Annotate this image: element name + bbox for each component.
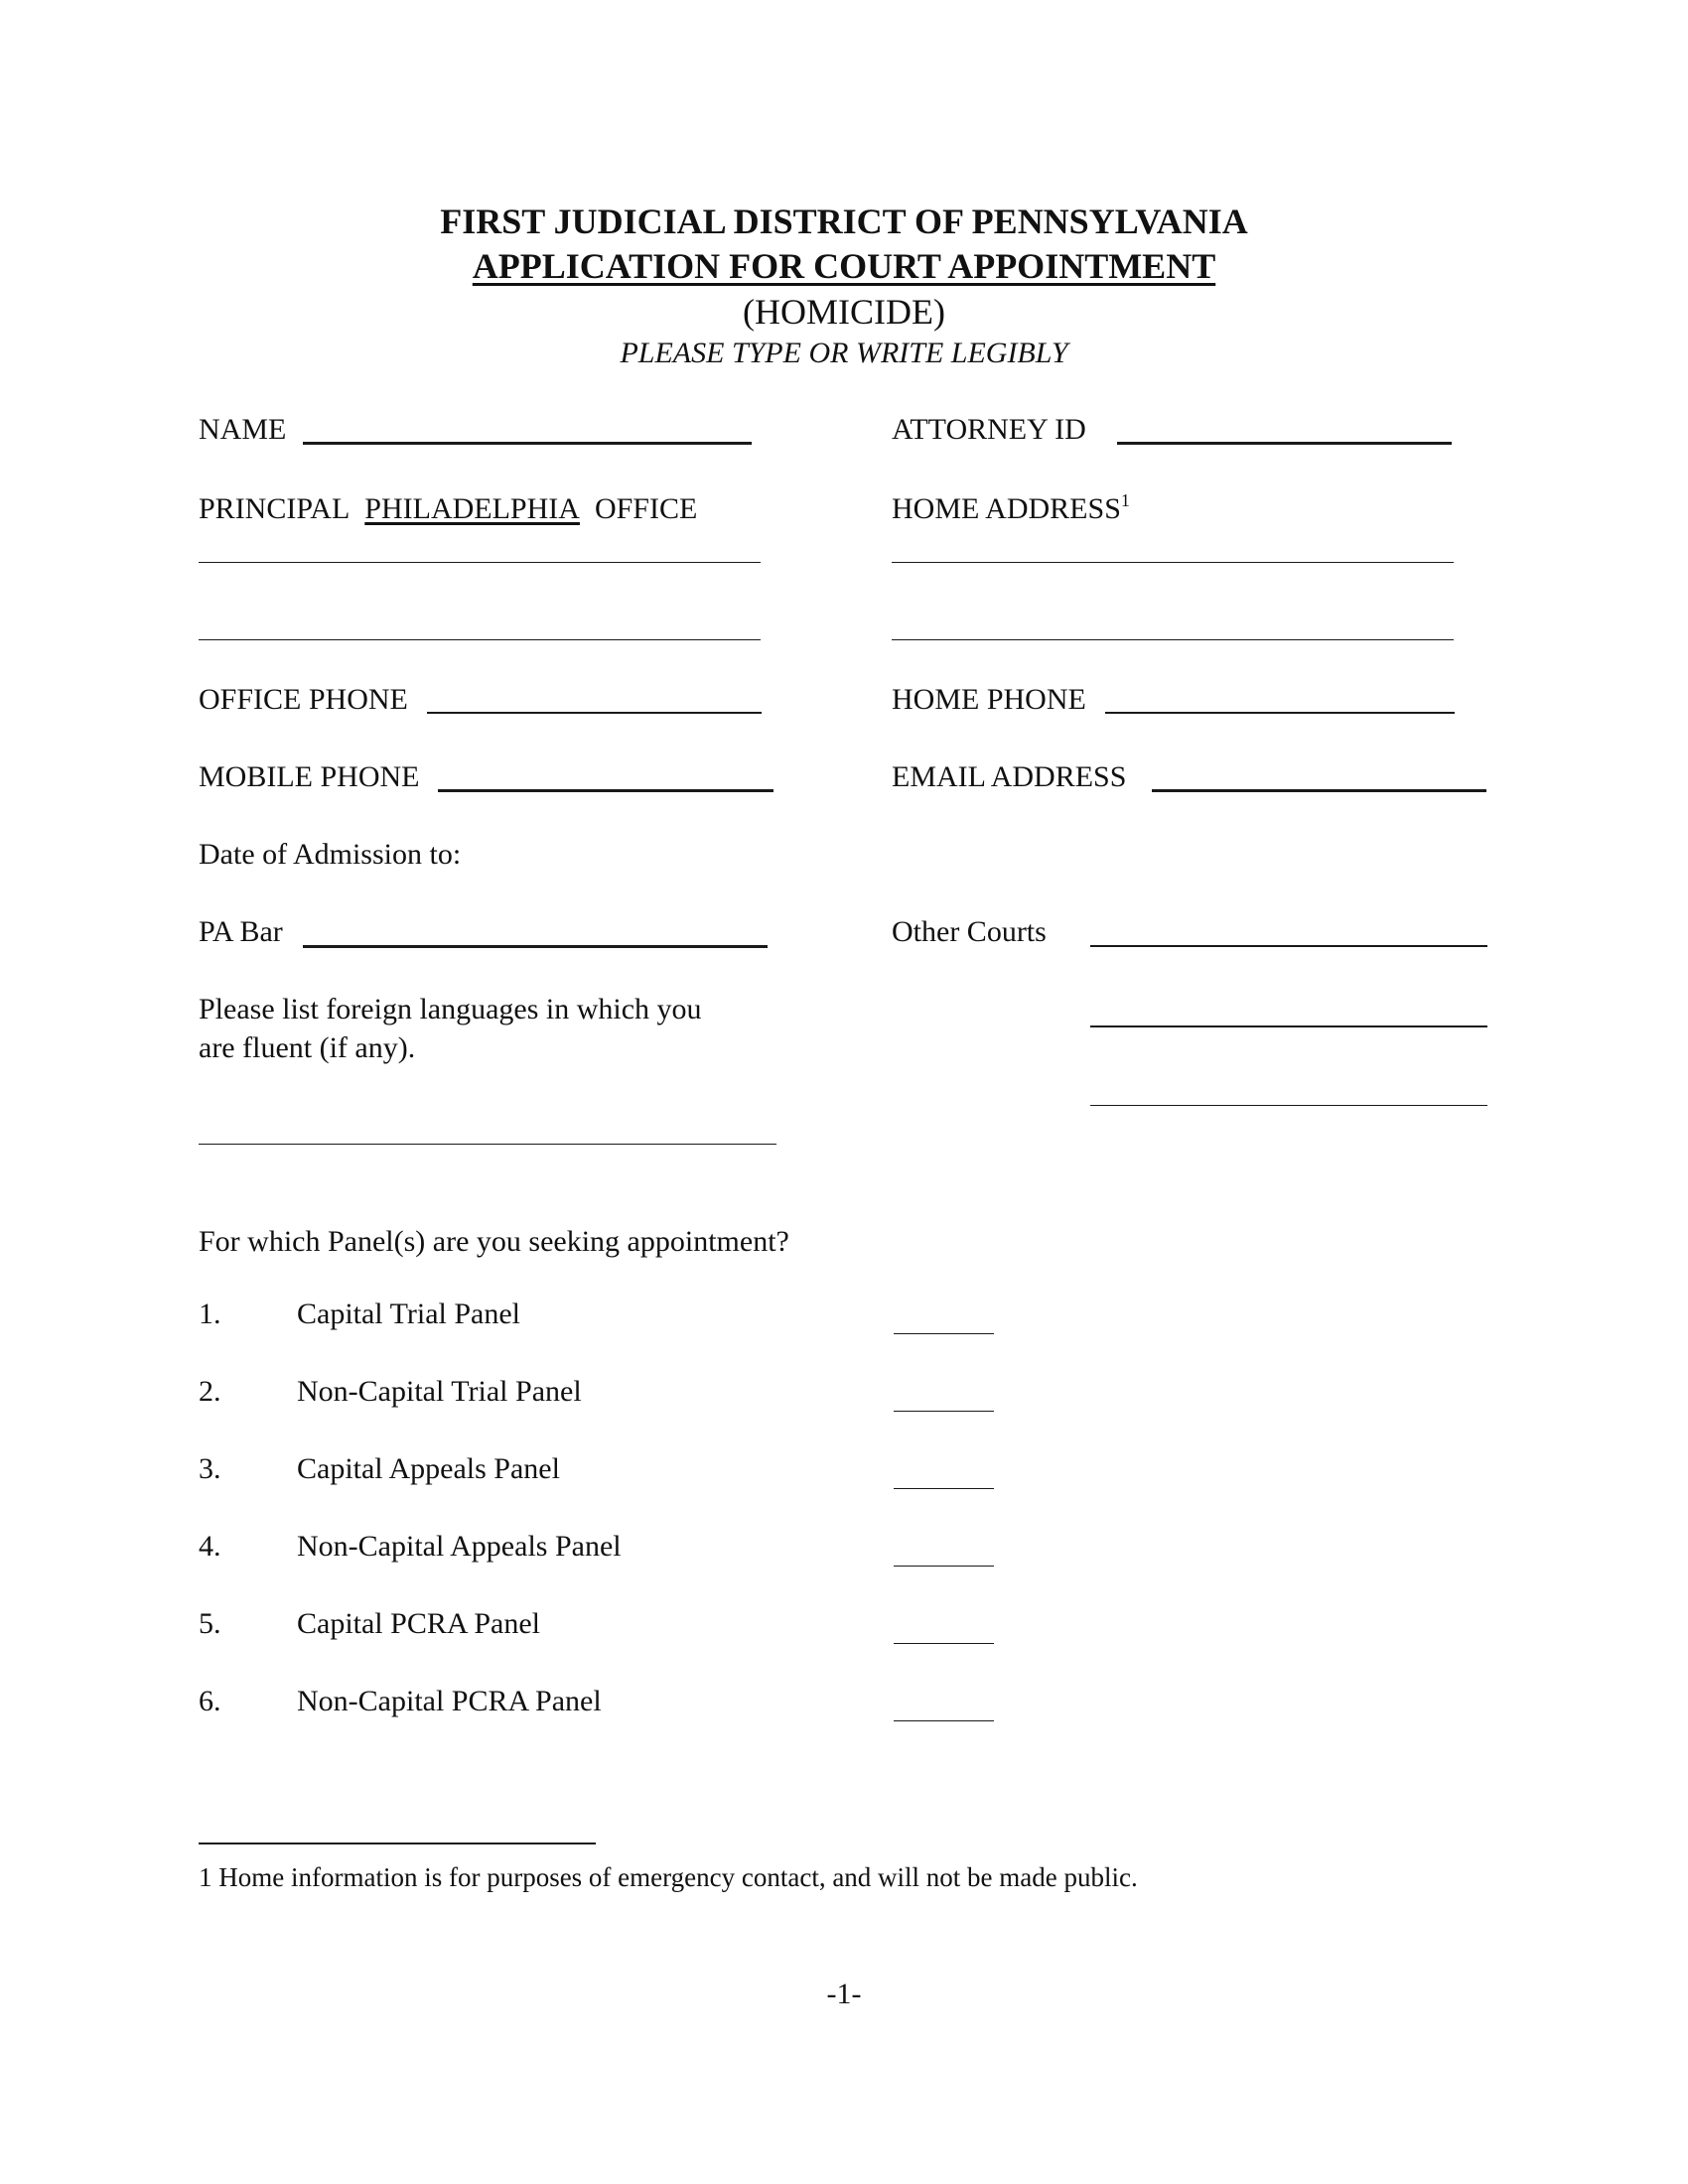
attorney-id-field[interactable] [1117,442,1452,445]
panel-capital-trial-blank[interactable] [894,1333,994,1334]
home-phone-field[interactable] [1105,712,1455,714]
name-label: NAME [199,413,287,446]
home-address-field-1[interactable] [892,562,1454,563]
panel-non-capital-pcra: Non-Capital PCRA Panel [297,1685,602,1717]
office-address-field-1[interactable] [199,562,761,563]
principal-city: PHILADELPHIA [364,492,580,525]
footnote-text: 1 Home information is for purposes of emergency contact, and will not be made public. [199,1862,1138,1892]
panel-capital-trial: Capital Trial Panel [297,1297,520,1330]
pa-bar-label: PA Bar [199,915,283,948]
home-address-field-2[interactable] [892,639,1454,640]
name-field[interactable] [303,442,752,445]
subtitle-text: APPLICATION FOR COURT APPOINTMENT [472,246,1216,286]
footnote-marker: 1 [1120,490,1130,510]
panel-non-capital-trial-blank[interactable] [894,1411,994,1412]
office-phone-field[interactable] [427,712,762,714]
panel-non-capital-appeals: Non-Capital Appeals Panel [297,1530,622,1563]
email-field[interactable] [1152,789,1486,792]
languages-label-line2: are fluent (if any). [199,1031,416,1064]
document-title: FIRST JUDICIAL DISTRICT OF PENNSYLVANIA [440,202,1248,241]
panel-number: 5. [199,1607,221,1640]
document-subtitle [0,244,1688,288]
panel-number: 1. [199,1297,221,1330]
other-courts-field-1[interactable] [1090,945,1487,947]
email-label: EMAIL ADDRESS [892,760,1127,793]
mobile-phone-field[interactable] [438,789,774,792]
panel-capital-pcra: Capital PCRA Panel [297,1607,541,1640]
panel-non-capital-appeals-blank[interactable] [894,1566,994,1567]
panel-capital-appeals: Capital Appeals Panel [297,1452,560,1485]
panel-capital-appeals-blank[interactable] [894,1488,994,1489]
principal-office-label [199,491,697,527]
panel-capital-pcra-blank[interactable] [894,1643,994,1644]
home-address-label [892,491,1130,527]
panel-number: 3. [199,1452,221,1485]
footnote-separator [199,1843,596,1844]
date-admission-label: Date of Admission to: [199,838,462,871]
panels-question: For which Panel(s) are you seeking appointment? [199,1225,789,1258]
panel-non-capital-trial: Non-Capital Trial Panel [297,1375,582,1408]
panel-number: 2. [199,1375,221,1408]
principal-label-pre: PRINCIPAL [199,492,351,525]
principal-label-post: OFFICE [594,492,698,525]
panel-number: 6. [199,1685,221,1717]
panel-non-capital-pcra-blank[interactable] [894,1720,994,1721]
languages-field[interactable] [199,1144,776,1145]
document-category: (HOMICIDE) [743,292,945,332]
page-number: -1- [826,1978,862,2010]
mobile-phone-label: MOBILE PHONE [199,760,420,793]
instruction-text: PLEASE TYPE OR WRITE LEGIBLY [620,337,1068,369]
other-courts-field-3[interactable] [1090,1105,1487,1106]
home-address-text: HOME ADDRESS [892,492,1121,525]
attorney-id-label: ATTORNEY ID [892,413,1086,446]
home-phone-label: HOME PHONE [892,683,1086,716]
languages-label-line1: Please list foreign languages in which you [199,993,702,1025]
panel-number: 4. [199,1530,221,1563]
other-courts-label: Other Courts [892,915,1047,948]
office-phone-label: OFFICE PHONE [199,683,408,716]
office-address-field-2[interactable] [199,639,761,640]
pa-bar-field[interactable] [303,945,768,948]
other-courts-field-2[interactable] [1090,1025,1487,1027]
